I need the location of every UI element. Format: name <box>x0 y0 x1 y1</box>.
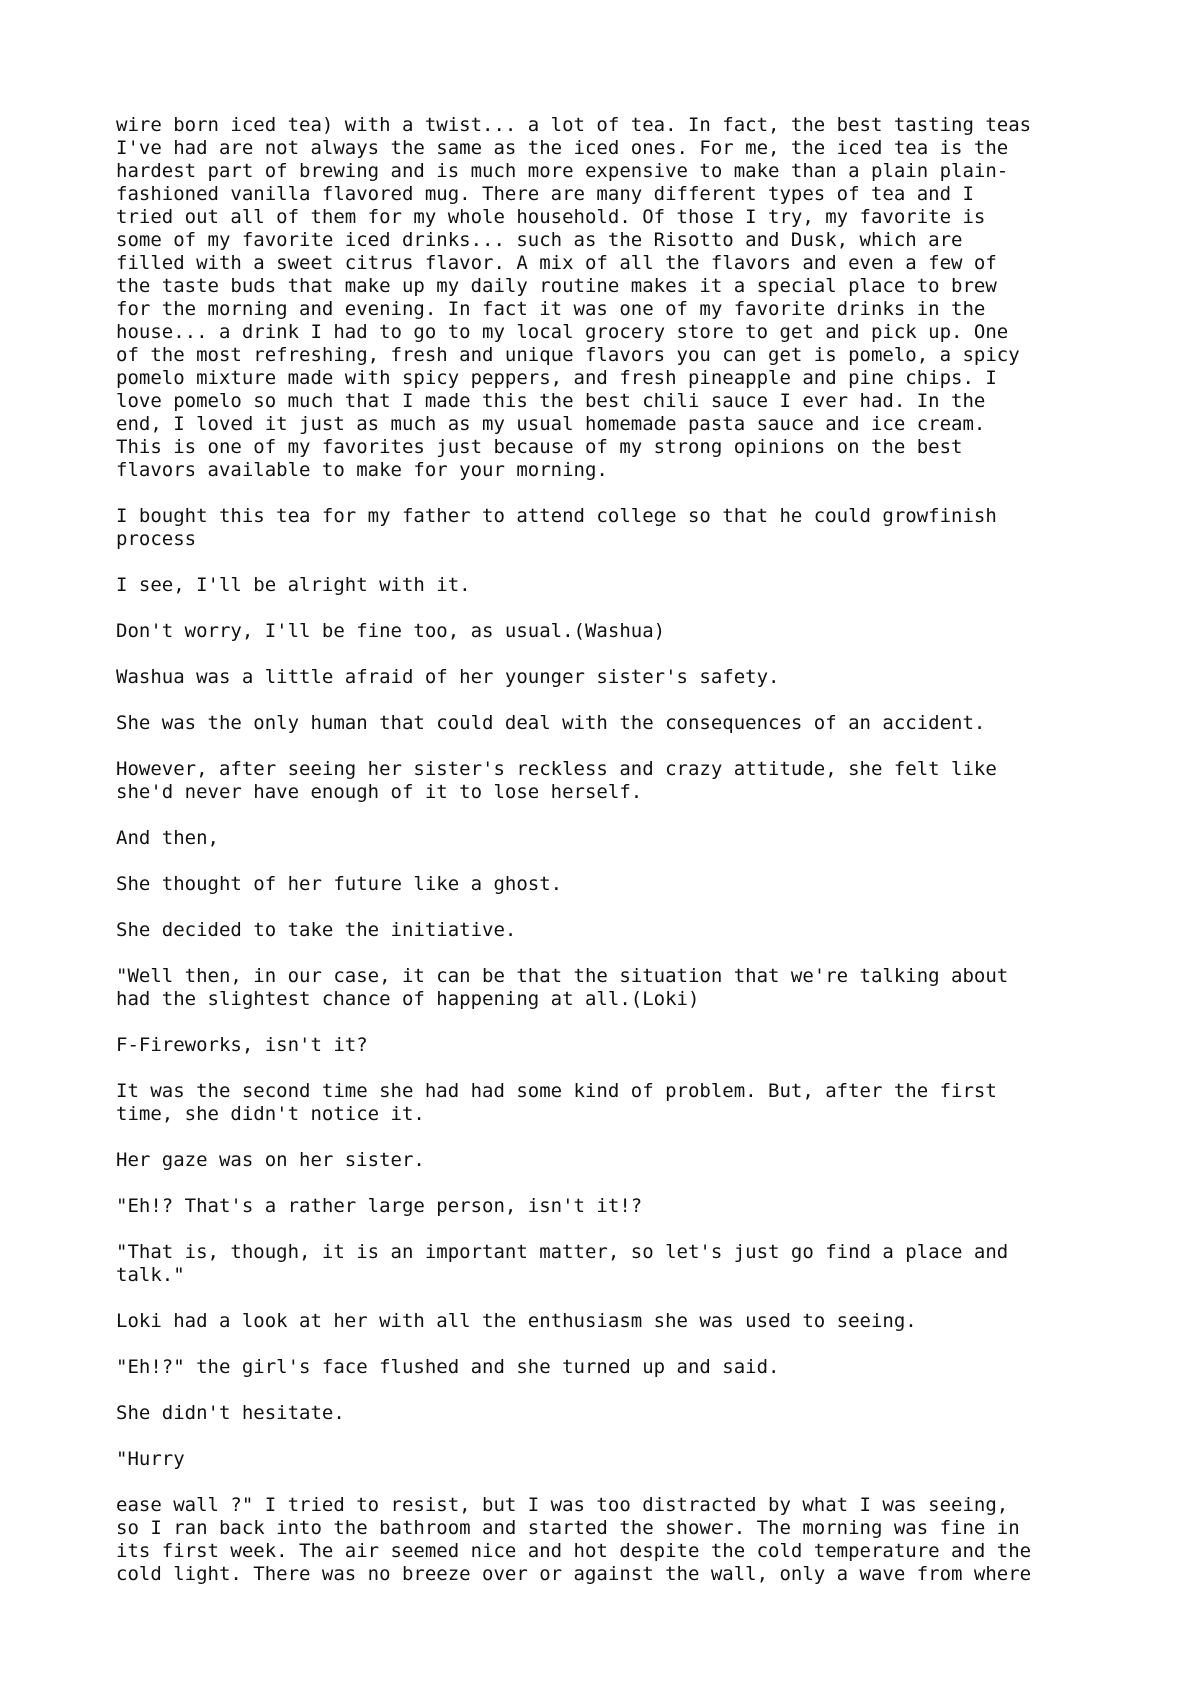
paragraph: wire born iced tea) with a twist... a lot of tea. In fact, the best tasting teas I've had are not always the same as the iced ones. For me, the iced tea is the hardest part of brewing and is much more expensive to make than a plain plain- fashioned vanilla flavored mug. There are many different types of tea and I tried out all of them for my whole household. Of those I try, my favorite is some of my favorite iced drinks... such as the Risotto and Dusk, which are filled with a sweet citrus flavor. A mix of all the flavors and even a few of the taste buds that make up my daily routine makes it a special place to brew for the morning and evening. In fact it was one of my favorite drinks in the house... a drink I had to go to my local grocery store to get and pick up. One of the most refreshing, fresh and unique flavors you can get is pomelo, a spicy pomelo mixture made with spicy peppers, and fresh pineapple and pine chips. I love pomelo so much that I made this the best chili sauce I ever had. In the end, I loved it just as much as my usual homemade pasta sauce and ice cream. This is one of my favorites just because of my strong opinions on the best flavors available to make for your morning. <box>116 114 1032 481</box>
paragraph: It was the second time she had had some kind of problem. But, after the first time, she didn't notice it. <box>116 1080 997 1125</box>
paragraph: I see, I'll be alright with it. <box>116 574 471 596</box>
paragraph: Her gaze was on her sister. <box>116 1149 425 1171</box>
paragraph: ease wall ?" I tried to resist, but I was too distracted by what I was seeing, so I ran back into the bathroom and started the shower. The morning was fine in its first week. The air seemed nice and hot despite the cold temperature and the cold light. There was no breeze over or against the wall, only a wave from where <box>116 1494 1032 1585</box>
paragraph: F-Fireworks, isn't it? <box>116 1034 368 1056</box>
paragraph: She was the only human that could deal with the consequences of an accident. <box>116 712 986 734</box>
paragraph: I bought this tea for my father to attend college so that he could growfinish process <box>116 505 997 550</box>
paragraph: She thought of her future like a ghost. <box>116 873 563 895</box>
paragraph: She didn't hesitate. <box>116 1402 345 1424</box>
paragraph: Washua was a little afraid of her younger sister's safety. <box>116 666 780 688</box>
paragraph: Loki had a look at her with all the enthusiasm she was used to seeing. <box>116 1310 917 1332</box>
paragraph: However, after seeing her sister's reckless and crazy attitude, she felt like she'd never have enough of it to lose herself. <box>116 758 997 803</box>
paragraph: "Eh!?" the girl's face flushed and she turned up and said. <box>116 1356 780 1378</box>
paragraph: She decided to take the initiative. <box>116 919 517 941</box>
document-page <box>116 114 1116 1609</box>
paragraph: "Hurry <box>116 1448 185 1470</box>
paragraph: Don't worry, I'll be fine too, as usual.(Washua) <box>116 620 666 642</box>
paragraph: "That is, though, it is an important matter, so let's just go find a place and talk." <box>116 1241 1009 1286</box>
paragraph: "Eh!? That's a rather large person, isn't it!? <box>116 1195 643 1217</box>
paragraph: "Well then, in our case, it can be that the situation that we're talking about had the slightest chance of happening at all.(Loki) <box>116 965 1009 1010</box>
paragraph: And then, <box>116 827 219 849</box>
